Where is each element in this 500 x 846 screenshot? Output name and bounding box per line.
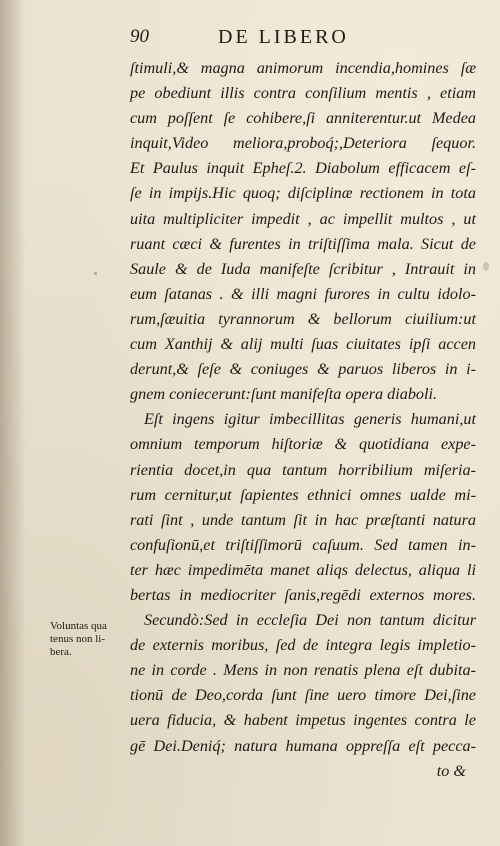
marginal-note — [50, 620, 130, 659]
paper-speck — [483, 262, 489, 271]
text-line: cum Xanthij & alij multi ſuas ciuitates ipſi accen — [130, 335, 476, 354]
text-line: uita multipliciter impedit , ac impellit multos , ut — [130, 209, 476, 228]
text-line: ruant cæci & furentes in triſtiſſima mala. Sicut de — [130, 234, 476, 253]
paper-speck — [395, 690, 407, 698]
text-line: Eſt ingens igitur imbecillitas generis humani,ut — [144, 410, 476, 429]
text-line: cum poſſent ſe cohibere,ſi anniterentur.ut Medea — [130, 109, 476, 128]
text-line: derunt,& ſeſe & coniuges & paruos liberos in i- — [130, 360, 476, 379]
text-line: gnem coniecerunt:ſunt manifeſta opera diaboli. — [130, 385, 438, 404]
text-line: tionū de Deo,corda ſunt ſine uero timore Dei,ſine — [130, 686, 476, 705]
text-line: Saule & de Iuda manifeſte ſcribitur , Intrauit in — [130, 259, 476, 278]
text-line: de externis moribus, ſed de integra legis impletio- — [130, 636, 476, 655]
text-line: rientia docet,in qua tantum horribilium miſeria- — [130, 460, 476, 479]
marginal-note-line: Voluntas qua — [50, 620, 107, 632]
body-text — [130, 56, 476, 784]
text-line: inquit,Video meliora,proboq́;,Deteriora ſequor. — [130, 134, 476, 153]
gutter-shadow — [0, 0, 26, 846]
text-line: Secundò:Sed in eccleſia Dei non tantum dicitur — [144, 611, 476, 630]
text-line: ter hæc impedimēta manet aliqs delectus, aliqua li — [130, 560, 476, 579]
marginal-note-line: bera. — [50, 646, 72, 658]
text-line: uera fiducia, & habent impetus ingentes contra le — [130, 711, 476, 730]
text-line: ſe in impijs.Hic quoq; diſciplinæ rectionem in tota — [130, 184, 476, 203]
text-line: eum ſatanas . & illi magni furores in cultu idolo- — [130, 284, 476, 303]
text-line: rati ſint , unde tantum ſit in hac præſtanti natura — [130, 510, 476, 529]
text-line: ne in corde . Mens in non renatis plena eſt dubita- — [130, 661, 476, 680]
text-line: ſtimuli,& magna animorum incendia,homines ſæ — [130, 59, 476, 77]
text-line: pe obediunt illis contra conſilium mentis , etiam — [130, 84, 476, 103]
text-line: bertas in mediocriter ſanis,regēdi externos mores. — [130, 585, 476, 604]
text-line: gē Dei.Deniq́; natura humana oppreſſa eſt pecca- — [130, 736, 476, 755]
catchword: to & — [436, 761, 466, 780]
text-line: omnium temporum hiſtoriæ & quotidiana expe- — [130, 435, 476, 454]
text-line: confuſionū,et triſtiſſimorū caſuum. Sed tamen in- — [130, 535, 476, 554]
folio-number: 90 — [130, 26, 149, 47]
marginal-note-line: tenus non li- — [50, 633, 105, 645]
paper-speck — [94, 272, 97, 275]
text-line: rum,ſæuitia tyrannorum & bellorum ciuilium:ut — [130, 309, 476, 328]
page-header — [130, 26, 390, 48]
running-title: DE LIBERO — [218, 26, 349, 48]
text-line: rum cernitur,ut ſapientes ethnici omnes ualde mi- — [130, 485, 476, 504]
text-line: Et Paulus inquit Epheſ.2. Diabolum efficacem eſ- — [130, 159, 476, 178]
